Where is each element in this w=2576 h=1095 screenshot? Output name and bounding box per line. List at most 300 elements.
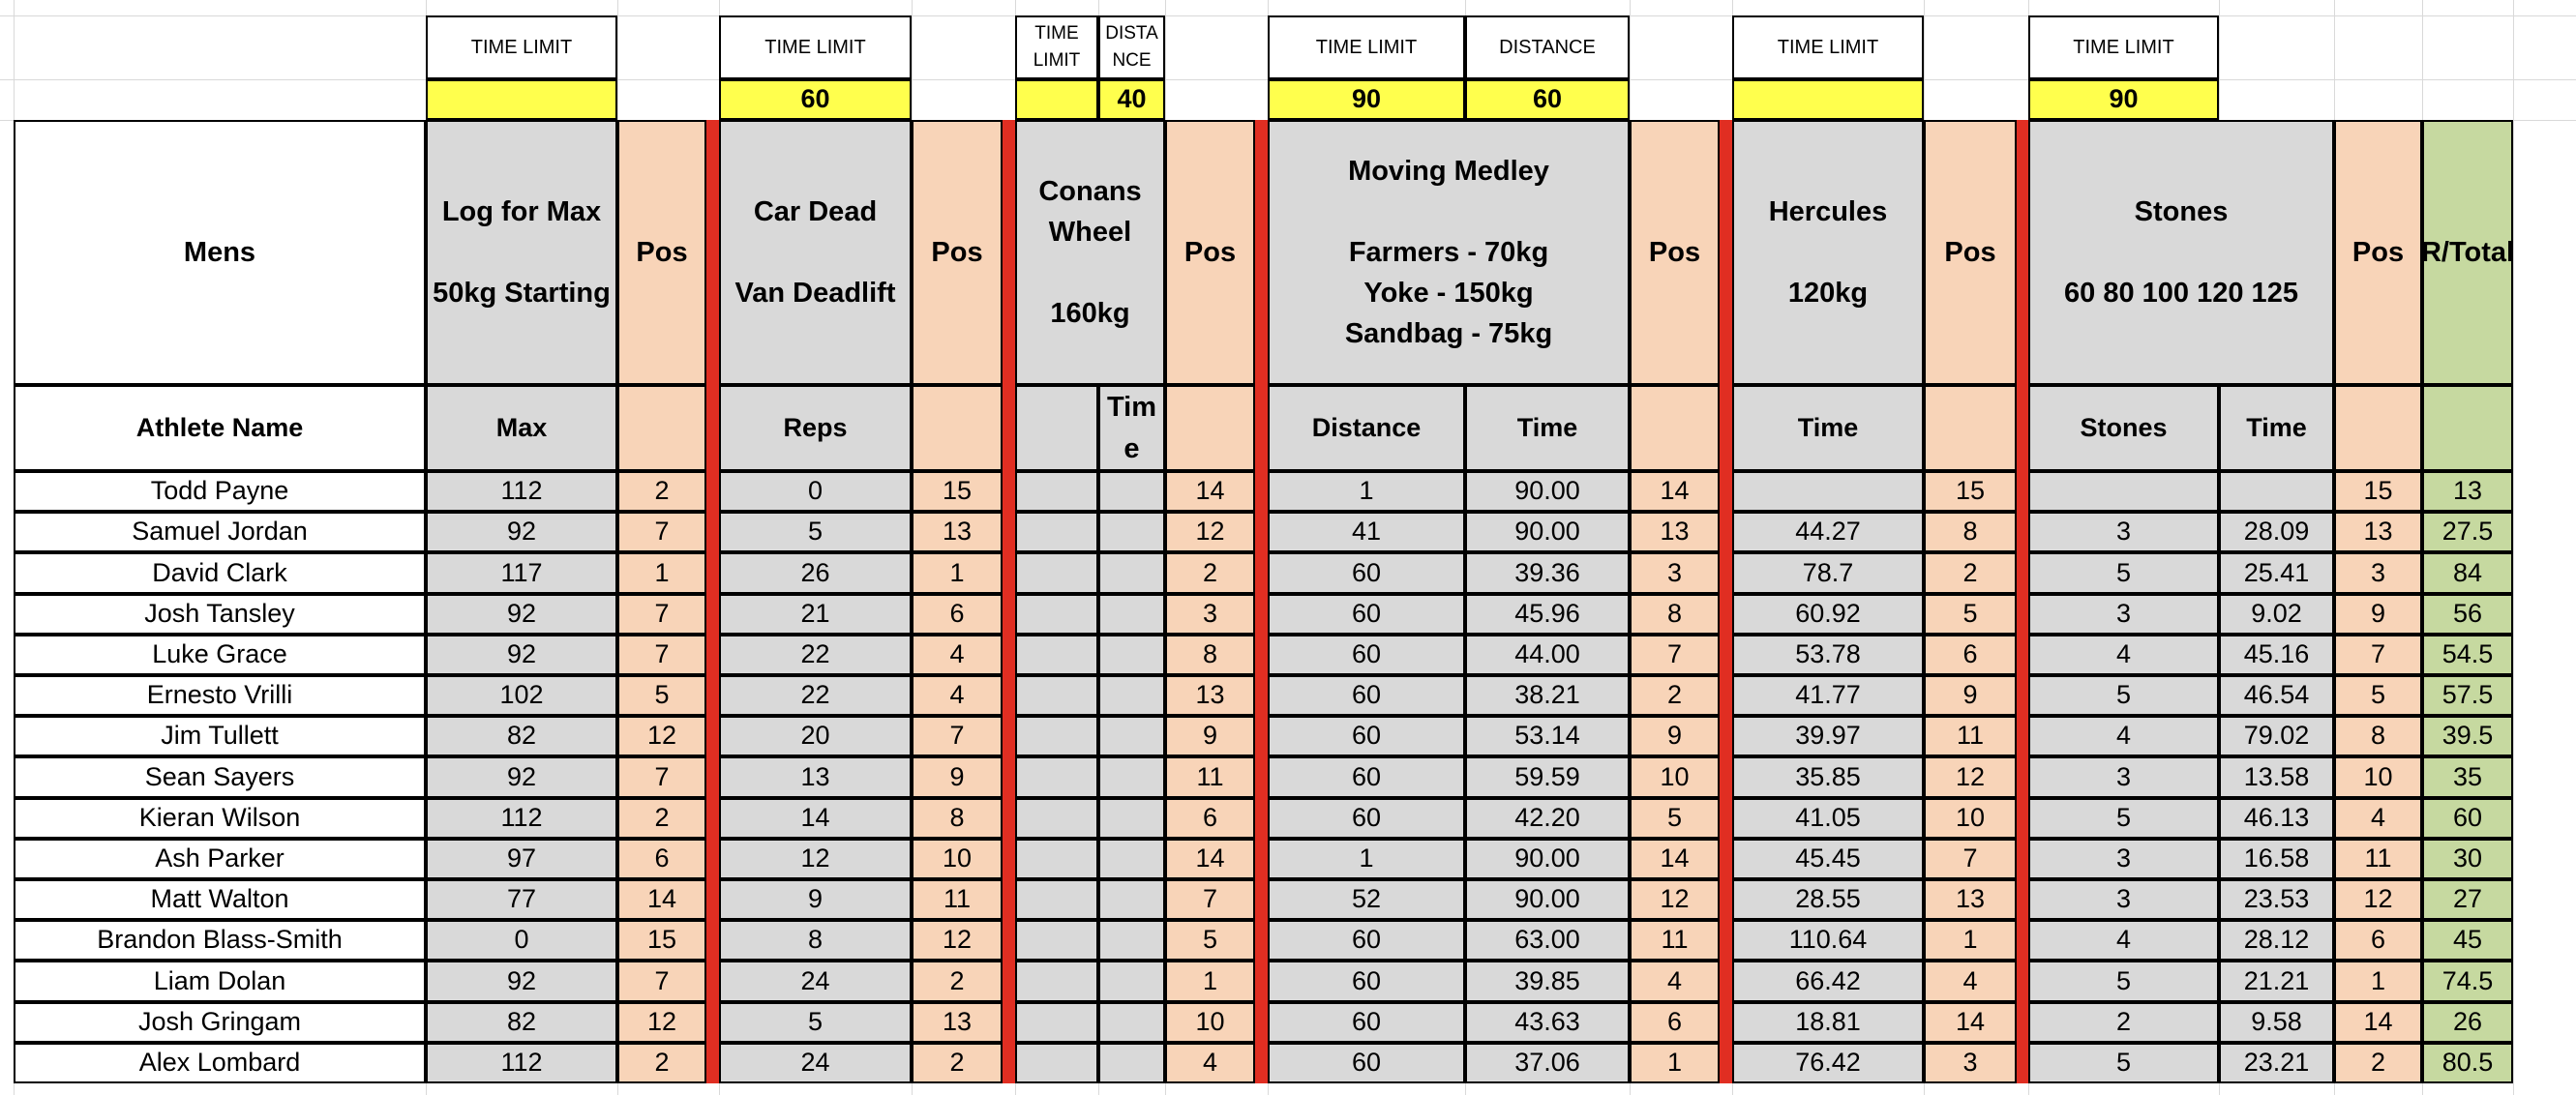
medley-distance-cell[interactable]: 1 <box>1268 839 1465 879</box>
rtotal-cell[interactable]: 30 <box>2422 839 2513 879</box>
car-reps-cell[interactable]: 22 <box>719 675 912 716</box>
hercules-time-cell[interactable]: 45.45 <box>1732 839 1924 879</box>
hercules-pos-cell[interactable]: 11 <box>1924 716 2017 756</box>
conans-time-cell[interactable] <box>1098 961 1165 1002</box>
car-reps-cell[interactable]: 24 <box>719 961 912 1002</box>
conans-blank-cell[interactable] <box>1015 594 1098 635</box>
rtotal-cell[interactable]: 56 <box>2422 594 2513 635</box>
conans-blank-cell[interactable] <box>1015 716 1098 756</box>
athlete-name[interactable]: Samuel Jordan <box>14 512 426 552</box>
stones-pos-cell[interactable]: 3 <box>2334 552 2422 594</box>
conans-blank-cell[interactable] <box>1015 920 1098 961</box>
hercules-pos-cell[interactable]: 4 <box>1924 961 2017 1002</box>
car-pos-cell[interactable]: 6 <box>912 594 1003 635</box>
log-max-cell[interactable]: 102 <box>426 675 617 716</box>
stones-count-cell[interactable]: 4 <box>2028 716 2219 756</box>
hercules-time-cell[interactable]: 35.85 <box>1732 756 1924 798</box>
conans-time-cell[interactable] <box>1098 594 1165 635</box>
medley-distance-cell[interactable]: 60 <box>1268 798 1465 839</box>
conans-blank-cell[interactable] <box>1015 552 1098 594</box>
log-max-cell[interactable]: 112 <box>426 471 617 512</box>
conans-time-limit-value[interactable] <box>1015 79 1098 120</box>
car-pos-cell[interactable]: 15 <box>912 471 1003 512</box>
rtotal-cell[interactable]: 60 <box>2422 798 2513 839</box>
medley-distance-cell[interactable]: 60 <box>1268 920 1465 961</box>
log-event-header: Log for Max 50kg Starting <box>426 120 617 385</box>
hercules-time-cell[interactable]: 28.55 <box>1732 879 1924 920</box>
conans-blank-cell[interactable] <box>1015 1002 1098 1043</box>
conans-time-cell[interactable] <box>1098 920 1165 961</box>
conans-event-header: Conans Wheel 160kg <box>1015 120 1165 385</box>
athlete-name[interactable]: Alex Lombard <box>14 1043 426 1083</box>
rtotal-subheader <box>2422 385 2513 471</box>
car-reps-cell[interactable]: 9 <box>719 879 912 920</box>
log-pos-cell[interactable]: 7 <box>617 756 706 798</box>
hercules-pos-header: Pos <box>1924 120 2017 385</box>
medley-distance-cell[interactable]: 60 <box>1268 716 1465 756</box>
stones-time-cell[interactable]: 16.58 <box>2219 839 2334 879</box>
conans-pos-cell[interactable]: 7 <box>1165 879 1255 920</box>
car-pos-cell[interactable]: 11 <box>912 879 1003 920</box>
hercules-pos-subheader <box>1924 385 2017 471</box>
car-reps-cell[interactable]: 12 <box>719 839 912 879</box>
stones-time-cell[interactable]: 28.09 <box>2219 512 2334 552</box>
conans-pos-cell[interactable]: 14 <box>1165 471 1255 512</box>
conans-time-cell[interactable] <box>1098 879 1165 920</box>
rtotal-cell[interactable]: 35 <box>2422 756 2513 798</box>
conans-time-cell[interactable] <box>1098 1002 1165 1043</box>
stones-time-cell[interactable]: 21.21 <box>2219 961 2334 1002</box>
conans-pos-cell[interactable]: 4 <box>1165 1043 1255 1083</box>
medley-pos-cell[interactable]: 6 <box>1630 1002 1720 1043</box>
conans-blank-cell[interactable] <box>1015 512 1098 552</box>
stones-time-cell[interactable]: 13.58 <box>2219 756 2334 798</box>
car-event-header: Car Dead Van Deadlift <box>719 120 912 385</box>
car-reps-cell[interactable]: 8 <box>719 920 912 961</box>
stones-time-cell[interactable]: 23.21 <box>2219 1043 2334 1083</box>
conans-blank-cell[interactable] <box>1015 839 1098 879</box>
rtotal-cell[interactable]: 74.5 <box>2422 961 2513 1002</box>
conans-pos-cell[interactable]: 6 <box>1165 798 1255 839</box>
stones-pos-cell[interactable]: 13 <box>2334 512 2422 552</box>
stones-pos-cell[interactable]: 9 <box>2334 594 2422 635</box>
stones-count-cell[interactable]: 3 <box>2028 879 2219 920</box>
red-divider <box>1255 120 1268 1083</box>
conans-time-cell[interactable] <box>1098 552 1165 594</box>
athlete-name[interactable]: Ash Parker <box>14 839 426 879</box>
conans-time-limit-label: TIME LIMIT <box>1015 15 1098 79</box>
log-max-cell[interactable]: 82 <box>426 716 617 756</box>
stones-time-cell[interactable]: 9.02 <box>2219 594 2334 635</box>
log-time-limit-label: TIME LIMIT <box>426 15 617 79</box>
medley-distance-cell[interactable]: 52 <box>1268 879 1465 920</box>
athlete-name[interactable]: Todd Payne <box>14 471 426 512</box>
hercules-time-cell[interactable]: 60.92 <box>1732 594 1924 635</box>
rtotal-cell[interactable]: 27.5 <box>2422 512 2513 552</box>
stones-count-cell[interactable]: 2 <box>2028 1002 2219 1043</box>
car-reps-cell[interactable]: 20 <box>719 716 912 756</box>
medley-distance-cell[interactable]: 60 <box>1268 594 1465 635</box>
car-pos-cell[interactable]: 4 <box>912 675 1003 716</box>
stones-pos-cell[interactable]: 10 <box>2334 756 2422 798</box>
stones-time-limit-value[interactable]: 90 <box>2028 79 2219 120</box>
stones-count-header: Stones <box>2028 385 2219 471</box>
car-pos-cell[interactable]: 9 <box>912 756 1003 798</box>
medley-time-limit-value[interactable]: 90 <box>1268 79 1465 120</box>
medley-pos-cell[interactable]: 14 <box>1630 471 1720 512</box>
stones-count-cell[interactable]: 5 <box>2028 1043 2219 1083</box>
log-pos-cell[interactable]: 7 <box>617 635 706 675</box>
athlete-name[interactable]: Luke Grace <box>14 635 426 675</box>
conans-blank-cell[interactable] <box>1015 1043 1098 1083</box>
mens-header: Mens <box>14 120 426 385</box>
medley-time-cell[interactable]: 37.06 <box>1465 1043 1630 1083</box>
car-pos-cell[interactable]: 1 <box>912 552 1003 594</box>
hercules-time-limit-label: TIME LIMIT <box>1732 15 1924 79</box>
athlete-name[interactable]: Josh Gringam <box>14 1002 426 1043</box>
car-pos-cell[interactable]: 10 <box>912 839 1003 879</box>
hercules-pos-cell[interactable]: 14 <box>1924 1002 2017 1043</box>
conans-pos-cell[interactable]: 1 <box>1165 961 1255 1002</box>
hercules-pos-cell[interactable]: 7 <box>1924 839 2017 879</box>
stones-time-header: Time <box>2219 385 2334 471</box>
car-pos-cell[interactable]: 2 <box>912 1043 1003 1083</box>
medley-distance-cell[interactable]: 60 <box>1268 675 1465 716</box>
medley-time-cell[interactable]: 90.00 <box>1465 512 1630 552</box>
log-pos-cell[interactable]: 2 <box>617 471 706 512</box>
athlete-name[interactable]: Kieran Wilson <box>14 798 426 839</box>
hercules-pos-cell[interactable]: 9 <box>1924 675 2017 716</box>
conans-pos-cell[interactable]: 2 <box>1165 552 1255 594</box>
hercules-time-cell[interactable]: 39.97 <box>1732 716 1924 756</box>
conans-pos-subheader <box>1165 385 1255 471</box>
medley-distance-value[interactable]: 60 <box>1465 79 1630 120</box>
medley-distance-cell[interactable]: 60 <box>1268 1002 1465 1043</box>
conans-blank-cell[interactable] <box>1015 675 1098 716</box>
hercules-pos-cell[interactable]: 12 <box>1924 756 2017 798</box>
medley-time-cell[interactable]: 63.00 <box>1465 920 1630 961</box>
medley-pos-cell[interactable]: 2 <box>1630 675 1720 716</box>
medley-pos-cell[interactable]: 5 <box>1630 798 1720 839</box>
stones-event-header: Stones 60 80 100 120 125 <box>2028 120 2334 385</box>
stones-time-cell[interactable]: 79.02 <box>2219 716 2334 756</box>
car-reps-cell[interactable]: 24 <box>719 1043 912 1083</box>
hercules-pos-cell[interactable]: 6 <box>1924 635 2017 675</box>
athlete-name[interactable]: David Clark <box>14 552 426 594</box>
rtotal-cell[interactable]: 84 <box>2422 552 2513 594</box>
hercules-pos-cell[interactable]: 8 <box>1924 512 2017 552</box>
conans-time-cell[interactable] <box>1098 716 1165 756</box>
conans-distance-value[interactable]: 40 <box>1098 79 1165 120</box>
car-reps-cell[interactable]: 22 <box>719 635 912 675</box>
car-pos-cell[interactable]: 2 <box>912 961 1003 1002</box>
log-max-cell[interactable]: 112 <box>426 1043 617 1083</box>
medley-distance-cell[interactable]: 1 <box>1268 471 1465 512</box>
hercules-pos-cell[interactable]: 15 <box>1924 471 2017 512</box>
medley-pos-cell[interactable]: 10 <box>1630 756 1720 798</box>
medley-time-cell[interactable]: 90.00 <box>1465 879 1630 920</box>
hercules-pos-cell[interactable]: 2 <box>1924 552 2017 594</box>
stones-time-cell[interactable] <box>2219 471 2334 512</box>
stones-count-cell[interactable]: 5 <box>2028 675 2219 716</box>
red-divider <box>1003 120 1015 1083</box>
log-max-cell[interactable]: 117 <box>426 552 617 594</box>
red-divider <box>2017 120 2028 1083</box>
stones-count-cell[interactable]: 3 <box>2028 594 2219 635</box>
rtotal-cell[interactable]: 39.5 <box>2422 716 2513 756</box>
conans-pos-cell[interactable]: 14 <box>1165 839 1255 879</box>
medley-time-cell[interactable]: 42.20 <box>1465 798 1630 839</box>
car-pos-cell[interactable]: 8 <box>912 798 1003 839</box>
stones-pos-cell[interactable]: 1 <box>2334 961 2422 1002</box>
car-reps-cell[interactable]: 5 <box>719 1002 912 1043</box>
stones-time-cell[interactable]: 23.53 <box>2219 879 2334 920</box>
car-reps-cell[interactable]: 13 <box>719 756 912 798</box>
log-max-cell[interactable]: 97 <box>426 839 617 879</box>
conans-pos-cell[interactable]: 12 <box>1165 512 1255 552</box>
medley-distance-cell[interactable]: 41 <box>1268 512 1465 552</box>
conans-pos-cell[interactable]: 5 <box>1165 920 1255 961</box>
stones-count-cell[interactable]: 5 <box>2028 552 2219 594</box>
log-pos-cell[interactable]: 2 <box>617 1043 706 1083</box>
stones-pos-cell[interactable]: 8 <box>2334 716 2422 756</box>
log-pos-cell[interactable]: 1 <box>617 552 706 594</box>
hercules-pos-cell[interactable]: 5 <box>1924 594 2017 635</box>
hercules-time-cell[interactable]: 76.42 <box>1732 1043 1924 1083</box>
rtotal-cell[interactable]: 26 <box>2422 1002 2513 1043</box>
car-reps-cell[interactable]: 0 <box>719 471 912 512</box>
stones-pos-cell[interactable]: 15 <box>2334 471 2422 512</box>
log-max-cell[interactable]: 92 <box>426 961 617 1002</box>
stones-time-limit-label: TIME LIMIT <box>2028 15 2219 79</box>
conans-time-cell[interactable] <box>1098 756 1165 798</box>
hercules-time-cell[interactable]: 44.27 <box>1732 512 1924 552</box>
conans-time-cell[interactable] <box>1098 798 1165 839</box>
log-pos-cell[interactable]: 12 <box>617 1002 706 1043</box>
conans-time-cell[interactable] <box>1098 1043 1165 1083</box>
car-time-limit-value[interactable]: 60 <box>719 79 912 120</box>
hercules-pos-cell[interactable]: 3 <box>1924 1043 2017 1083</box>
log-pos-cell[interactable]: 15 <box>617 920 706 961</box>
log-max-cell[interactable]: 112 <box>426 798 617 839</box>
medley-distance-header: Distance <box>1268 385 1465 471</box>
medley-time-cell[interactable]: 45.96 <box>1465 594 1630 635</box>
rtotal-cell[interactable]: 13 <box>2422 471 2513 512</box>
log-max-cell[interactable]: 92 <box>426 512 617 552</box>
car-reps-cell[interactable]: 14 <box>719 798 912 839</box>
hercules-pos-cell[interactable]: 1 <box>1924 920 2017 961</box>
athlete-name[interactable]: Ernesto Vrilli <box>14 675 426 716</box>
stones-time-cell[interactable]: 28.12 <box>2219 920 2334 961</box>
athlete-name[interactable]: Matt Walton <box>14 879 426 920</box>
log-max-cell[interactable]: 82 <box>426 1002 617 1043</box>
athlete-name[interactable]: Jim Tullett <box>14 716 426 756</box>
rtotal-cell[interactable]: 27 <box>2422 879 2513 920</box>
car-pos-subheader <box>912 385 1003 471</box>
rtotal-cell[interactable]: 80.5 <box>2422 1043 2513 1083</box>
conans-time-cell[interactable] <box>1098 471 1165 512</box>
medley-distance-cell[interactable]: 60 <box>1268 635 1465 675</box>
red-divider <box>1720 120 1732 1083</box>
medley-distance-cell[interactable]: 60 <box>1268 756 1465 798</box>
medley-pos-cell[interactable]: 12 <box>1630 879 1720 920</box>
conans-time-cell[interactable] <box>1098 675 1165 716</box>
car-pos-cell[interactable]: 7 <box>912 716 1003 756</box>
medley-pos-cell[interactable]: 14 <box>1630 839 1720 879</box>
stones-count-cell[interactable] <box>2028 471 2219 512</box>
stones-count-cell[interactable]: 3 <box>2028 756 2219 798</box>
conans-time-header: Tim e <box>1098 385 1165 471</box>
medley-time-cell[interactable]: 43.63 <box>1465 1002 1630 1043</box>
conans-time-cell[interactable] <box>1098 512 1165 552</box>
hercules-time-cell[interactable]: 66.42 <box>1732 961 1924 1002</box>
conans-time-cell[interactable] <box>1098 635 1165 675</box>
hercules-time-cell[interactable]: 41.05 <box>1732 798 1924 839</box>
medley-pos-cell[interactable]: 8 <box>1630 594 1720 635</box>
medley-distance-cell[interactable]: 60 <box>1268 552 1465 594</box>
medley-distance-cell[interactable]: 60 <box>1268 961 1465 1002</box>
conans-blank-cell[interactable] <box>1015 635 1098 675</box>
car-pos-cell[interactable]: 12 <box>912 920 1003 961</box>
car-reps-cell[interactable]: 26 <box>719 552 912 594</box>
log-pos-cell[interactable]: 7 <box>617 594 706 635</box>
medley-pos-cell[interactable]: 1 <box>1630 1043 1720 1083</box>
stones-pos-subheader <box>2334 385 2422 471</box>
red-divider <box>706 120 719 1083</box>
medley-pos-header: Pos <box>1630 120 1720 385</box>
medley-time-cell[interactable]: 53.14 <box>1465 716 1630 756</box>
conans-pos-cell[interactable]: 8 <box>1165 635 1255 675</box>
athlete-name[interactable]: Liam Dolan <box>14 961 426 1002</box>
medley-time-cell[interactable]: 59.59 <box>1465 756 1630 798</box>
stones-time-cell[interactable]: 46.54 <box>2219 675 2334 716</box>
hercules-pos-cell[interactable]: 10 <box>1924 798 2017 839</box>
stones-pos-cell[interactable]: 11 <box>2334 839 2422 879</box>
hercules-pos-cell[interactable]: 13 <box>1924 879 2017 920</box>
medley-distance-label: DISTANCE <box>1465 15 1630 79</box>
rtotal-header: R/Total <box>2422 120 2513 385</box>
rtotal-cell[interactable]: 45 <box>2422 920 2513 961</box>
hercules-time-cell[interactable]: 41.77 <box>1732 675 1924 716</box>
stones-count-cell[interactable]: 4 <box>2028 920 2219 961</box>
medley-time-cell[interactable]: 39.36 <box>1465 552 1630 594</box>
medley-time-cell[interactable]: 44.00 <box>1465 635 1630 675</box>
rtotal-cell[interactable]: 54.5 <box>2422 635 2513 675</box>
hercules-time-cell[interactable]: 18.81 <box>1732 1002 1924 1043</box>
log-pos-cell[interactable]: 14 <box>617 879 706 920</box>
conans-pos-cell[interactable]: 13 <box>1165 675 1255 716</box>
stones-time-cell[interactable]: 9.58 <box>2219 1002 2334 1043</box>
conans-pos-cell[interactable]: 10 <box>1165 1002 1255 1043</box>
log-pos-cell[interactable]: 7 <box>617 512 706 552</box>
medley-time-cell[interactable]: 90.00 <box>1465 839 1630 879</box>
medley-distance-cell[interactable]: 60 <box>1268 1043 1465 1083</box>
medley-pos-cell[interactable]: 11 <box>1630 920 1720 961</box>
conans-blank-cell[interactable] <box>1015 471 1098 512</box>
athlete-name[interactable]: Sean Sayers <box>14 756 426 798</box>
stones-count-cell[interactable]: 4 <box>2028 635 2219 675</box>
log-pos-cell[interactable]: 2 <box>617 798 706 839</box>
car-pos-cell[interactable]: 4 <box>912 635 1003 675</box>
stones-pos-header: Pos <box>2334 120 2422 385</box>
stones-pos-cell[interactable]: 5 <box>2334 675 2422 716</box>
medley-pos-cell[interactable]: 9 <box>1630 716 1720 756</box>
hercules-time-cell[interactable] <box>1732 471 1924 512</box>
medley-pos-subheader <box>1630 385 1720 471</box>
hercules-time-cell[interactable]: 110.64 <box>1732 920 1924 961</box>
stones-count-cell[interactable]: 3 <box>2028 839 2219 879</box>
log-pos-cell[interactable]: 5 <box>617 675 706 716</box>
log-max-cell[interactable]: 0 <box>426 920 617 961</box>
hercules-time-limit-value[interactable] <box>1732 79 1924 120</box>
medley-pos-cell[interactable]: 13 <box>1630 512 1720 552</box>
conans-blank-cell[interactable] <box>1015 961 1098 1002</box>
stones-pos-cell[interactable]: 2 <box>2334 1043 2422 1083</box>
stones-count-cell[interactable]: 3 <box>2028 512 2219 552</box>
log-pos-cell[interactable]: 7 <box>617 961 706 1002</box>
conans-pos-cell[interactable]: 9 <box>1165 716 1255 756</box>
hercules-time-cell[interactable]: 53.78 <box>1732 635 1924 675</box>
medley-pos-cell[interactable]: 4 <box>1630 961 1720 1002</box>
conans-time-cell[interactable] <box>1098 839 1165 879</box>
medley-time-cell[interactable]: 90.00 <box>1465 471 1630 512</box>
stones-pos-cell[interactable]: 14 <box>2334 1002 2422 1043</box>
log-max-cell[interactable]: 92 <box>426 594 617 635</box>
stones-time-cell[interactable]: 46.13 <box>2219 798 2334 839</box>
car-pos-cell[interactable]: 13 <box>912 1002 1003 1043</box>
log-time-limit-value[interactable] <box>426 79 617 120</box>
stones-pos-cell[interactable]: 4 <box>2334 798 2422 839</box>
log-pos-cell[interactable]: 12 <box>617 716 706 756</box>
conans-blank-cell[interactable] <box>1015 798 1098 839</box>
athlete-name[interactable]: Brandon Blass-Smith <box>14 920 426 961</box>
stones-time-cell[interactable]: 45.16 <box>2219 635 2334 675</box>
medley-time-cell[interactable]: 38.21 <box>1465 675 1630 716</box>
log-max-cell[interactable]: 92 <box>426 756 617 798</box>
log-max-cell[interactable]: 77 <box>426 879 617 920</box>
conans-pos-cell[interactable]: 11 <box>1165 756 1255 798</box>
car-pos-header: Pos <box>912 120 1003 385</box>
stones-count-cell[interactable]: 5 <box>2028 961 2219 1002</box>
stones-pos-cell[interactable]: 7 <box>2334 635 2422 675</box>
stones-time-cell[interactable]: 25.41 <box>2219 552 2334 594</box>
car-time-limit-label: TIME LIMIT <box>719 15 912 79</box>
stones-count-cell[interactable]: 5 <box>2028 798 2219 839</box>
rtotal-cell[interactable]: 57.5 <box>2422 675 2513 716</box>
log-max-cell[interactable]: 92 <box>426 635 617 675</box>
hercules-time-cell[interactable]: 78.7 <box>1732 552 1924 594</box>
conans-pos-cell[interactable]: 3 <box>1165 594 1255 635</box>
medley-time-cell[interactable]: 39.85 <box>1465 961 1630 1002</box>
athlete-name[interactable]: Josh Tansley <box>14 594 426 635</box>
log-pos-header: Pos <box>617 120 706 385</box>
hercules-time-header: Time <box>1732 385 1924 471</box>
medley-pos-cell[interactable]: 3 <box>1630 552 1720 594</box>
car-reps-header: Reps <box>719 385 912 471</box>
conans-blank-cell[interactable] <box>1015 879 1098 920</box>
conans-blank-cell[interactable] <box>1015 756 1098 798</box>
log-pos-cell[interactable]: 6 <box>617 839 706 879</box>
car-pos-cell[interactable]: 13 <box>912 512 1003 552</box>
car-reps-cell[interactable]: 5 <box>719 512 912 552</box>
medley-pos-cell[interactable]: 7 <box>1630 635 1720 675</box>
log-pos-subheader <box>617 385 706 471</box>
stones-pos-cell[interactable]: 12 <box>2334 879 2422 920</box>
medley-time-header: Time <box>1465 385 1630 471</box>
car-reps-cell[interactable]: 21 <box>719 594 912 635</box>
athlete-name-header: Athlete Name <box>14 385 426 471</box>
stones-pos-cell[interactable]: 6 <box>2334 920 2422 961</box>
